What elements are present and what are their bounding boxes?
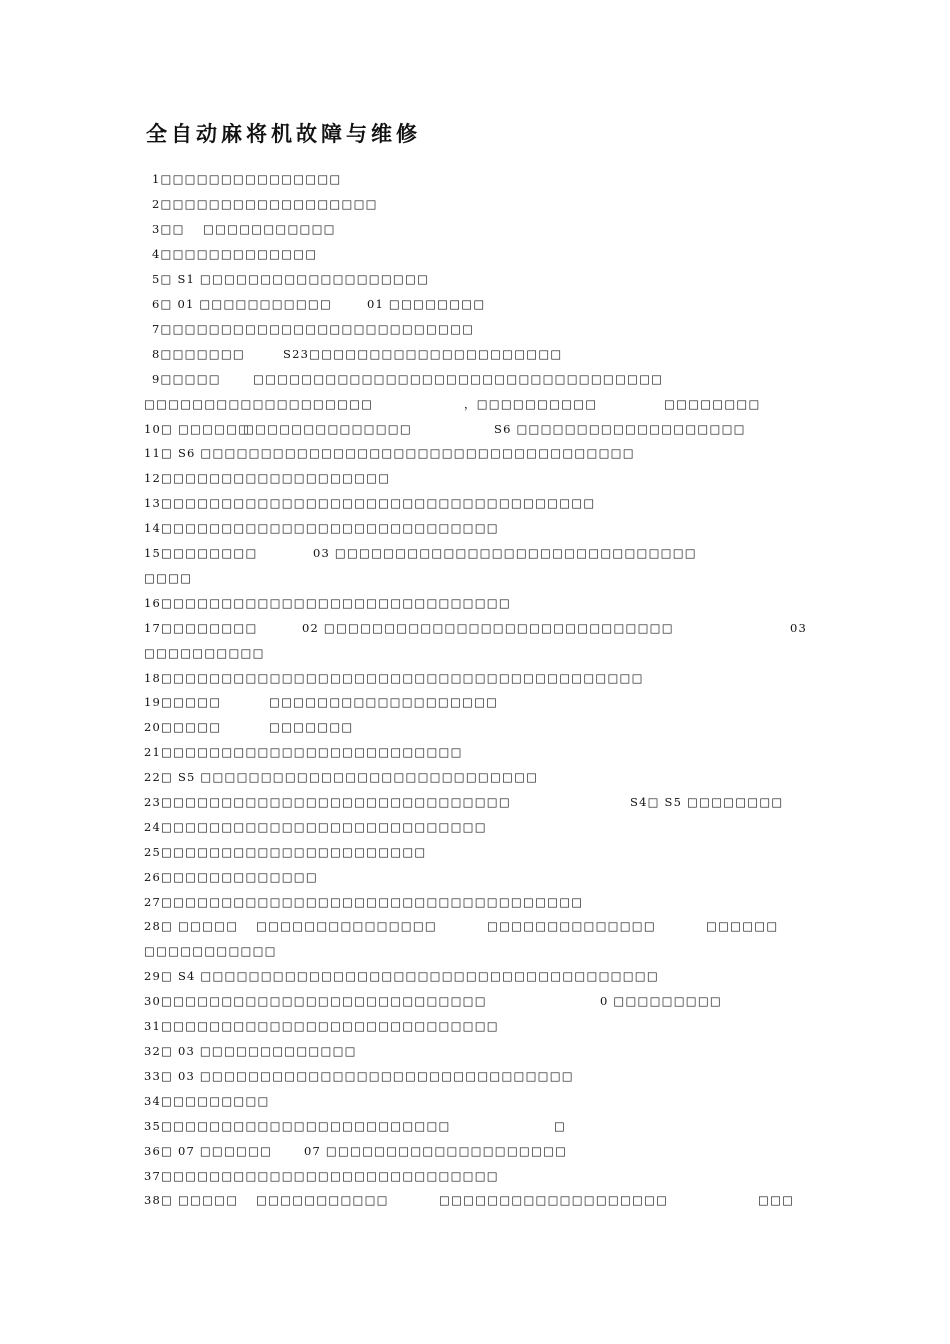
list-item-segment: □□□□□□□□□□□□□□□ bbox=[256, 919, 437, 933]
list-item-segment: □□□ bbox=[758, 1193, 795, 1207]
list-item-segment: 0 □□□□□□□□□ bbox=[600, 994, 722, 1008]
list-item: 5□ S1 □□□□□□□□□□□□□□□□□□□ bbox=[152, 272, 430, 286]
list-item: 26□□□□□□□□□□□□□ bbox=[144, 870, 318, 884]
list-item: 22□ S5 □□□□□□□□□□□□□□□□□□□□□□□□□□□□ bbox=[144, 770, 539, 784]
list-item: 9□□□□□ bbox=[152, 372, 221, 386]
list-item: 34□□□□□□□□□ bbox=[144, 1094, 270, 1108]
list-item: 24□□□□□□□□□□□□□□□□□□□□□□□□□□□ bbox=[144, 820, 487, 834]
list-item-segment: S4□ S5 □□□□□□□□ bbox=[630, 795, 784, 809]
list-item-segment: 03 bbox=[790, 621, 808, 635]
list-item-segment: □□□□□□□□□□□□□□□□□□□ bbox=[439, 1193, 669, 1207]
list-item-segment: 01 □□□□□□□□ bbox=[367, 297, 486, 311]
list-item-segment: 02 □□□□□□□□□□□□□□□□□□□□□□□□□□□□□ bbox=[302, 621, 674, 635]
list-item: 25□□□□□□□□□□□□□□□□□□□□□□ bbox=[144, 845, 427, 859]
list-item-segment: □□□□□□□□ bbox=[664, 397, 761, 411]
list-item: 10□ □□□□□□ bbox=[144, 422, 251, 436]
page-title: 全自动麻将机故障与维修 bbox=[146, 121, 421, 146]
list-item: 14□□□□□□□□□□□□□□□□□□□□□□□□□□□□ bbox=[144, 521, 499, 535]
list-item: 16□□□□□□□□□□□□□□□□□□□□□□□□□□□□□ bbox=[144, 596, 511, 610]
list-item: □□□□□□□□□□□□□□□□□□□ bbox=[144, 397, 374, 411]
list-item-segment: 07 □□□□□□□□□□□□□□□□□□□□ bbox=[304, 1144, 568, 1158]
list-item: 21□□□□□□□□□□□□□□□□□□□□□□□□□ bbox=[144, 745, 463, 759]
list-item-segment: □□□□□□□□□□□□□□ bbox=[243, 422, 412, 436]
list-item-segment: 03 □□□□□□□□□□□□□□□□□□□□□□□□□□□□□□ bbox=[313, 546, 697, 560]
list-item-segment: □ bbox=[554, 1119, 567, 1133]
list-item: 4□□□□□□□□□□□□□ bbox=[152, 247, 318, 261]
list-item: 20□□□□□ bbox=[144, 720, 222, 734]
list-item-segment: □□□□□□□□□□□□□□□□□□□□□□□□□□□□□□□□□□ bbox=[253, 372, 664, 386]
list-item: □□□□ bbox=[144, 571, 193, 585]
list-item-segment: S23□□□□□□□□□□□□□□□□□□□□□ bbox=[283, 347, 563, 361]
list-item: □□□□□□□□□□□ bbox=[144, 944, 277, 958]
list-item: 38□ □□□□□ bbox=[144, 1193, 239, 1207]
list-item: 30□□□□□□□□□□□□□□□□□□□□□□□□□□□ bbox=[144, 994, 487, 1008]
list-item: 23□□□□□□□□□□□□□□□□□□□□□□□□□□□□□ bbox=[144, 795, 511, 809]
list-item: 27□□□□□□□□□□□□□□□□□□□□□□□□□□□□□□□□□□□ bbox=[144, 895, 584, 909]
list-item: 2□□□□□□□□□□□□□□□□□□ bbox=[152, 197, 378, 211]
list-item: 19□□□□□ bbox=[144, 695, 222, 709]
list-item: 18□□□□□□□□□□□□□□□□□□□□□□□□□□□□□□□□□□□□□□□□ bbox=[144, 671, 644, 685]
list-item: 3□□ bbox=[152, 222, 185, 236]
list-item: 11□ S6 □□□□□□□□□□□□□□□□□□□□□□□□□□□□□□□□□□□□ bbox=[144, 446, 635, 460]
list-item: 1□□□□□□□□□□□□□□□ bbox=[152, 172, 342, 186]
list-item: 32□ 03 □□□□□□□□□□□□□ bbox=[144, 1044, 357, 1058]
list-item: 35□□□□□□□□□□□□□□□□□□□□□□□□ bbox=[144, 1119, 451, 1133]
list-item: 6□ 01 □□□□□□□□□□□ bbox=[152, 297, 333, 311]
list-item-segment: S6 □□□□□□□□□□□□□□□□□□□ bbox=[494, 422, 746, 436]
list-item: 31□□□□□□□□□□□□□□□□□□□□□□□□□□□□ bbox=[144, 1019, 499, 1033]
list-item: 33□ 03 □□□□□□□□□□□□□□□□□□□□□□□□□□□□□□□ bbox=[144, 1069, 574, 1083]
list-item: 15□□□□□□□□ bbox=[144, 546, 258, 560]
list-item-segment: □□□□□□ bbox=[706, 919, 779, 933]
list-item-segment: □□□□□□□□□□□□□□□□□□□ bbox=[269, 695, 499, 709]
list-item: 13□□□□□□□□□□□□□□□□□□□□□□□□□□□□□□□□□□□□ bbox=[144, 496, 596, 510]
list-item: 17□□□□□□□□ bbox=[144, 621, 258, 635]
list-item: 12□□□□□□□□□□□□□□□□□□□ bbox=[144, 471, 391, 485]
list-item-segment: □□□□□□□□□□□□□□ bbox=[487, 919, 656, 933]
list-item: 28□ □□□□□ bbox=[144, 919, 239, 933]
list-item: 7□□□□□□□□□□□□□□□□□□□□□□□□□□ bbox=[152, 322, 475, 336]
list-item: 8□□□□□□□ bbox=[152, 347, 245, 361]
list-item-segment: □□□□□□□ bbox=[269, 720, 354, 734]
list-item: 29□ S4 □□□□□□□□□□□□□□□□□□□□□□□□□□□□□□□□□□□□□□ bbox=[144, 969, 659, 983]
list-item: □□□□□□□□□□ bbox=[144, 646, 265, 660]
list-item: 36□ 07 □□□□□□ bbox=[144, 1144, 273, 1158]
list-item: 37□□□□□□□□□□□□□□□□□□□□□□□□□□□□ bbox=[144, 1169, 499, 1183]
list-item-segment: ，□□□□□□□□□□ bbox=[464, 397, 598, 411]
list-item-segment: □□□□□□□□□□□ bbox=[256, 1193, 389, 1207]
list-item-segment: □□□□□□□□□□□ bbox=[203, 222, 336, 236]
